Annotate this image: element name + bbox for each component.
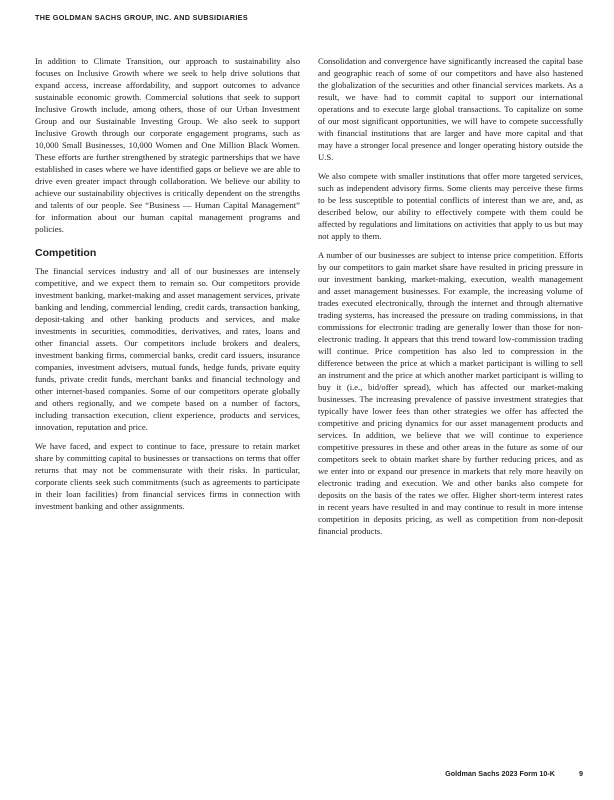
page-footer: [445, 769, 583, 778]
paragraph: We also compete with smaller institutions that offer more targeted services, such as independent advisory firms. Some clients may perceive these firms to be less susceptible to potential conflicts of interest than we are, and, as described below, our ability to effectively compete with them could be affected by regulations and limitations on activities that apply to us but may not apply to them.: [318, 171, 583, 241]
paragraph: Consolidation and convergence have significantly increased the capital base and geographic reach of some of our competitors and have also hastened the globalization of the securities and other financial services markets. As a result, we have had to commit capital to support our international operations and to execute large global transactions. To capitalize on some of our most significant opportunities, we will have to compete successfully with financial institutions that are larger and have more capital and that may have a stronger local presence and longer operating history outside the U.S.: [318, 56, 583, 162]
paragraph: We have faced, and expect to continue to face, pressure to retain market share by committing capital to businesses or transactions on terms that offer returns that may not be commensurate with their risks. In particular, corporate clients seek such commitments (such as agreements to participate in their loan facilities) from financial services firms in connection with investment banking and other assignments.: [35, 441, 300, 511]
running-head: THE GOLDMAN SACHS GROUP, INC. AND SUBSIDIARIES: [35, 13, 248, 22]
right-column: [318, 55, 583, 544]
section-heading-competition: Competition: [35, 247, 97, 259]
paragraph: In addition to Climate Transition, our approach to sustainability also focuses on Inclusive Growth where we seek to help drive solutions that expand access, increase affordability, and support outcomes to advance sustainable economic growth. Commercial solutions that seek to support Inclusive Growth include, among others, those of our Urban Investment Group and our Sustainable Investing Group. We also seek to support Inclusive Growth through our corporate engagement programs, such as 10,000 Small Businesses, 10,000 Women and One Million Black Women. These efforts are further strengthened by strategic partnerships that we have established in cases where we have identified gaps or believe we are able to drive even greater impact through collaboration. We believe our ability to achieve our sustainability objectives is critically dependent on the strengths and talents of our people. See “Business — Human Capital Management” for information about our human capital management programs and policies.: [35, 56, 300, 234]
footer-document-label: Goldman Sachs 2023 Form 10-K: [445, 769, 555, 778]
paragraph: A number of our businesses are subject to intense price competition. Efforts by our competitors to gain market share have resulted in pricing pressure in our investment banking, market-making, execution, wealth management and asset management businesses. For example, the increasing volume of trades executed electronically, through the internet and through alternative trading systems, has increased the pressure on trading commissions, in that commissions for electronic trading are generally lower than those for non-electronic trading. It appears that this trend toward low-commission trading will continue. Price competition has also led to compression in the difference between the price at which a market participant is willing to sell an instrument and the price at which another market participant is willing to buy it (i.e., bid/offer spread), which has affected our market-making businesses. The increasing prevalence of passive investment strategies that typically have lower fees than other strategies we offer has affected the competitive and pricing dynamics for our asset management products and services. In addition, we believe that we will continue to experience competitive pressures in these and other areas in the future as some of our competitors seek to obtain market share by further reducing prices, and as we enter into or expand our presence in markets that rely more heavily on electronic trading and execution. We and other banks also compete for deposits on the basis of the rates we offer. Higher short-term interest rates in recent years have resulted in and may continue to result in more intense competition in deposits pricing, as well as competition from non-deposit financial products.: [318, 250, 583, 536]
left-column: [35, 55, 300, 544]
footer-page-number: 9: [579, 769, 583, 778]
paragraph: The financial services industry and all of our businesses are intensely competitive, and we expect them to remain so. Our competitors provide investment banking, market-making and asset management services, private banking and lending, commercial lending, credit cards, transaction banking, deposit-taking and other banking products and services, and make investments in securities, commodities, derivatives, and rates, loans and other financial assets. Our competitors include brokers and dealers, investment banking firms, commercial banks, credit card issuers, insurance companies, investment advisers, mutual funds, hedge funds, private equity funds, private credit funds, merchant banks and financial technology and other internet-based companies. Some of our competitors operate globally and others regionally, and we compete based on a number of factors, including transaction execution, client experience, products and services, innovation, reputation and price.: [35, 266, 300, 432]
text-columns: [35, 55, 583, 544]
